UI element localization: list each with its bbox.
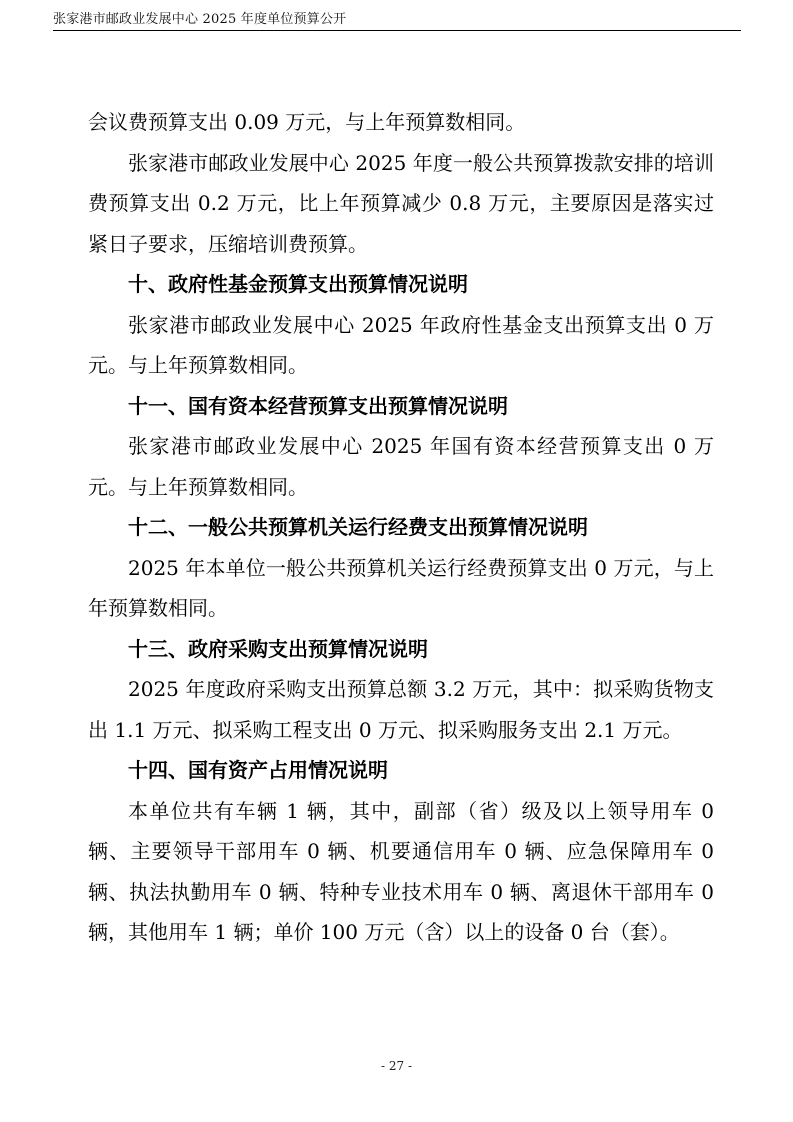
paragraph: 张家港市邮政业发展中心 2025 年度一般公共预算拨款安排的培训费预算支出 0.2 万元，比上年预算减少 0.8 万元，主要原因是落实过紧日子要求，压缩培训费预算。	[88, 150, 714, 256]
section-heading: 十三、政府采购支出预算情况说明	[128, 636, 428, 661]
paragraph: 张家港市邮政业发展中心 2025 年国有资本经营预算支出 0 万元。与上年预算数相同。	[88, 434, 714, 499]
paragraph: 会议费预算支出 0.09 万元，与上年预算数相同。	[88, 110, 526, 134]
section-heading: 十、政府性基金预算支出预算情况说明	[128, 272, 468, 296]
section-heading: 十四、国有资产占用情况说明	[128, 758, 388, 782]
paragraph: 2025 年度政府采购支出预算总额 3.2 万元，其中：拟采购货物支出 1.1 万元、拟采购工程支出 0 万元、拟采购服务支出 2.1 万元。	[88, 677, 714, 742]
section-heading: 十二、一般公共预算机关运行经费支出预算情况说明	[128, 515, 588, 539]
section-heading: 十一、国有资本经营预算支出预算情况说明	[128, 393, 508, 418]
page-number: - 27 -	[380, 1059, 412, 1073]
running-header: 张家港市邮政业发展中心 2025 年度单位预算公开	[53, 12, 347, 27]
paragraph: 2025 年本单位一般公共预算机关运行经费预算支出 0 万元，与上年预算数相同。	[88, 555, 714, 620]
header-rule	[53, 30, 741, 31]
paragraph: 张家港市邮政业发展中心 2025 年政府性基金支出预算支出 0 万元。与上年预算数相同。	[88, 312, 714, 377]
document-body	[88, 102, 714, 953]
paragraph: 本单位共有车辆 1 辆，其中，副部（省）级及以上领导用车 0 辆、主要领导干部用车 0 辆、机要通信用车 0 辆、应急保障用车 0 辆、执法执勤用车 0 辆、特种专业技术用车 0 辆、离退休干部用车 0 辆，其他用车 1 辆；单价 100 万元（含）以上的设备 0 台（套）。	[88, 798, 714, 944]
